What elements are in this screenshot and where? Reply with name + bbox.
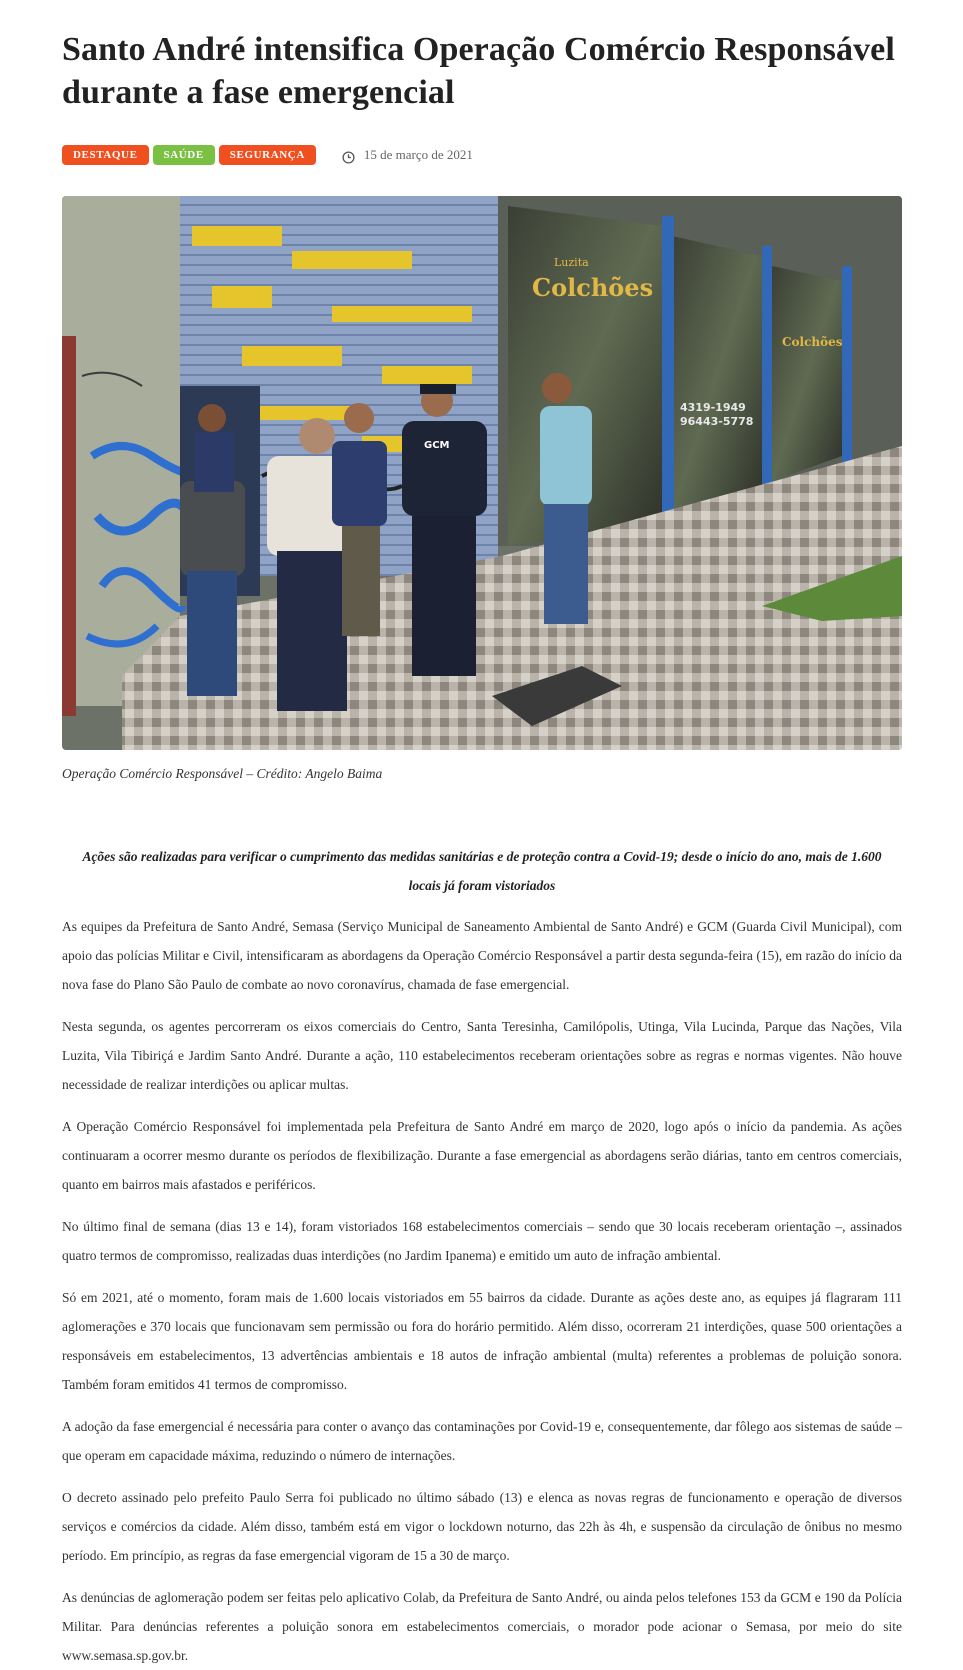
paragraph: No último final de semana (dias 13 e 14), foram vistoriados 168 estabelecimentos comerciais – sendo que 30 locais receberam orientação –, assinados quatro termos de compromisso, realizadas duas interdições (no Jardim Ipanema) e emitido um auto de infração ambiental.: [62, 1219, 902, 1263]
article-lead: Ações são realizadas para verificar o cumprimento das medidas sanitárias e de proteção contra a Covid-19; desde o início do ano, mais de 1.600 locais já foram vistoriados: [82, 849, 882, 893]
sign-phone-1: 4319-1949: [680, 401, 746, 414]
tag-seguranca[interactable]: SEGURANÇA: [219, 145, 316, 165]
paragraph: Nesta segunda, os agentes percorreram os eixos comerciais do Centro, Santa Teresinha, Camilópolis, Utinga, Vila Lucinda, Parque das Nações, Vila Luzita, Vila Tibiriçá e Jardim Santo André. Durante a ação, 110 estabelecimentos receberam orientações sobre as regras e normas vigentes. Não houve necessidade de realizar interdições ou aplicar multas.: [62, 1019, 902, 1092]
paragraph: A adoção da fase emergencial é necessária para conter o avanço das contaminações por Covid-19 e, consequentemente, dar fôlego aos sistemas de saúde – que operam em capacidade máxima, reduzindo o número de internações.: [62, 1419, 902, 1463]
paragraph: As equipes da Prefeitura de Santo André, Semasa (Serviço Municipal de Saneamento Ambiental de Santo André) e GCM (Guarda Civil Municipal), com apoio das polícias Militar e Civil, intensificaram as abordagens da Operação Comércio Responsável a partir desta segunda-feira (15), em razão do início da nova fase do Plano São Paulo de combate ao novo coronavírus, chamada de fase emergencial.: [62, 919, 902, 992]
sign-name: Colchões: [532, 273, 654, 302]
article-title: Santo André intensifica Operação Comércio Responsável durante a fase emergencial: [62, 31, 895, 111]
paragraph: A Operação Comércio Responsável foi implementada pela Prefeitura de Santo André em março de 2020, logo após o início da pandemia. As ações continuaram a ocorrer mesmo durante os períodos de flexibilização. Durante a fase emergencial as abordagens serão diárias, tanto em centros comerciais, quanto em bairros mais afastados e periféricos.: [62, 1119, 902, 1192]
vest-text: GCM: [424, 440, 450, 451]
photo-image: [62, 196, 902, 750]
paragraph: O decreto assinado pelo prefeito Paulo Serra foi publicado no último sábado (13) e elenca as novas regras de funcionamento e operação de diversos serviços e comércios da cidade. Além disso, também está em vigor o lockdown noturno, das 22h às 4h, e suspensão da circulação de ônibus no mesmo período. Em princípio, as regras da fase emergencial vigoram de 15 a 30 de março.: [62, 1490, 902, 1563]
date-text: 15 de março de 2021: [363, 147, 473, 162]
sign-small: Colchões: [782, 335, 843, 349]
clock-icon: [342, 151, 355, 164]
article-photo: [62, 196, 902, 750]
article-meta: [62, 144, 902, 166]
paragraph: As denúncias de aglomeração podem ser feitas pelo aplicativo Colab, da Prefeitura de Santo André, ou ainda pelos telefones 153 da GCM e 190 da Polícia Militar. Para denúncias referentes a poluição sonora em estabelecimentos comerciais, o morador pode acionar o Semasa, por meio do site www.semasa.sp.gov.br.: [62, 1590, 902, 1663]
tag-saude[interactable]: SAÚDE: [153, 145, 215, 165]
sign-phone-2: 96443-5778: [680, 415, 754, 428]
article: [62, 28, 902, 1670]
paragraph: Só em 2021, até o momento, foram mais de 1.600 locais vistoriados em 55 bairros da cidade. Durante as ações deste ano, as equipes já flagraram 111 aglomerações e 370 locais que funcionavam sem permissão ou fora do horário permitido. Além disso, ocorreram 21 interdições, quase 500 orientações a responsáveis em estabelecimentos, 13 advertências ambientais e 18 autos de infração ambiental (multa) referentes a problemas de poluição sonora. Também foram emitidos 41 termos de compromisso.: [62, 1290, 902, 1392]
publish-date: [342, 147, 473, 164]
photo-caption: Operação Comércio Responsável – Crédito: Angelo Baima: [62, 766, 383, 781]
sign-brand: Luzita: [554, 256, 589, 269]
tag-destaque[interactable]: DESTAQUE: [62, 145, 149, 165]
